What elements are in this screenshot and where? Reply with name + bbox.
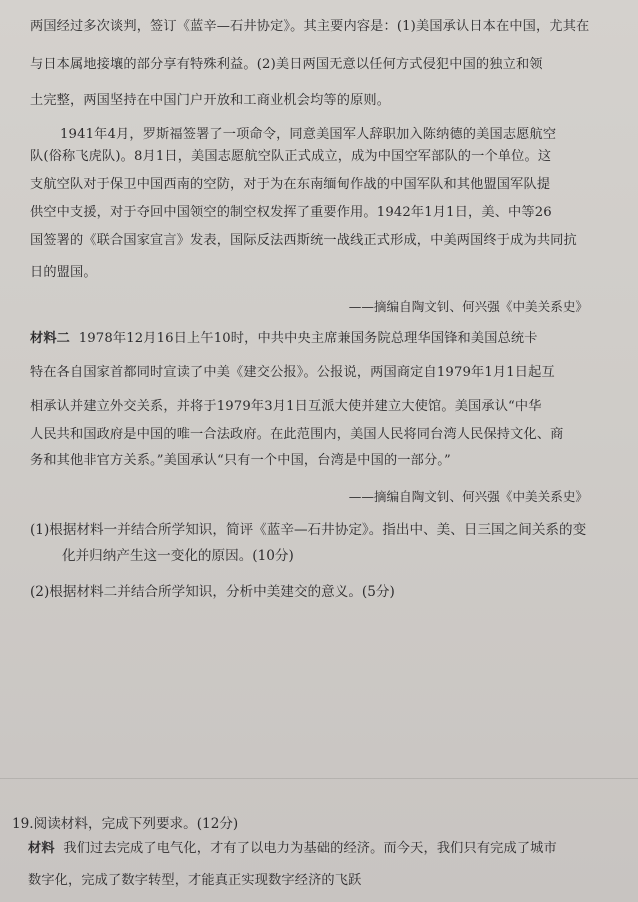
question-19-line1 bbox=[28, 840, 618, 858]
question-2: (2)根据材料二并结合所学知识，分析中美建交的意义。(5分) bbox=[30, 584, 395, 600]
material1-line: 日的盟国。 bbox=[30, 265, 97, 280]
material2-line: 人民共和国政府是中国的唯一合法政府。在此范围内，美国人民将同台湾人民保持文化、商 bbox=[30, 427, 564, 442]
question-1-line1: (1)根据材料一并结合所学知识，简评《蓝辛—石井协定》。指出中、美、日三国之间关系的变 bbox=[30, 522, 587, 538]
material2-label: 材料二 bbox=[30, 331, 71, 346]
material1-line: 支航空队对于保卫中国西南的空防，对于为在东南缅甸作战的中国军队和其他盟国军队提 bbox=[30, 177, 551, 192]
material1-line: 土完整，两国坚持在中国门户开放和工商业机会均等的原则。 bbox=[30, 93, 391, 108]
page-divider bbox=[0, 778, 638, 779]
material1-line: 1941年4月，罗斯福签署了一项命令，同意美国军人辞职加入陈纳德的美国志愿航空 bbox=[60, 127, 557, 142]
question-19-title: 19.阅读材料，完成下列要求。(12分) bbox=[12, 816, 239, 832]
material1-line: 国签署的《联合国家宣言》发表，国际反法西斯统一战线正式形成，中美两国终于成为共同抗 bbox=[30, 233, 577, 248]
question-19-text: 我们过去完成了电气化，才有了以电力为基础的经济。而今天，我们只有完成了城市 bbox=[63, 841, 557, 856]
material2-line: 务和其他非官方关系。”美国承认“只有一个中国，台湾是中国的一部分。” bbox=[30, 453, 451, 468]
material1-source: ——摘编自陶文钊、何兴强《中美关系史》 bbox=[348, 299, 588, 314]
question-19-material-label: 材料 bbox=[28, 841, 55, 856]
material1-line: 与日本属地接壤的部分享有特殊利益。(2)美日两国无意以任何方式侵犯中国的独立和领 bbox=[30, 57, 543, 72]
material2-text: 1978年12月16日上午10时，中共中央主席兼国务院总理华国锋和美国总统卡 bbox=[78, 331, 538, 346]
question-19-line2: 数字化，完成了数字转型，才能真正实现数字经济的飞跃 bbox=[28, 873, 362, 888]
question-1-line2: 化并归纳产生这一变化的原因。(10分) bbox=[62, 548, 294, 564]
material2-line-first bbox=[30, 330, 618, 348]
material1-line: 队(俗称飞虎队)。8月1日，美国志愿航空队正式成立，成为中国空军部队的一个单位。这 bbox=[30, 149, 552, 164]
material2-source: ——摘编自陶文钊、何兴强《中美关系史》 bbox=[348, 489, 588, 504]
material1-line: 两国经过多次谈判，签订《蓝辛—石井协定》。其主要内容是：(1)美国承认日本在中国，尤其在 bbox=[30, 19, 590, 34]
material1-line: 供空中支援，对于夺回中国领空的制空权发挥了重要作用。1942年1月1日，美、中等26 bbox=[30, 205, 552, 220]
material2-line: 相承认并建立外交关系，并将于1979年3月1日互派大使并建立大使馆。美国承认“中华 bbox=[30, 399, 542, 414]
material2-line: 特在各自国家首都同时宣读了中美《建交公报》。公报说，两国商定自1979年1月1日起互 bbox=[30, 365, 555, 380]
